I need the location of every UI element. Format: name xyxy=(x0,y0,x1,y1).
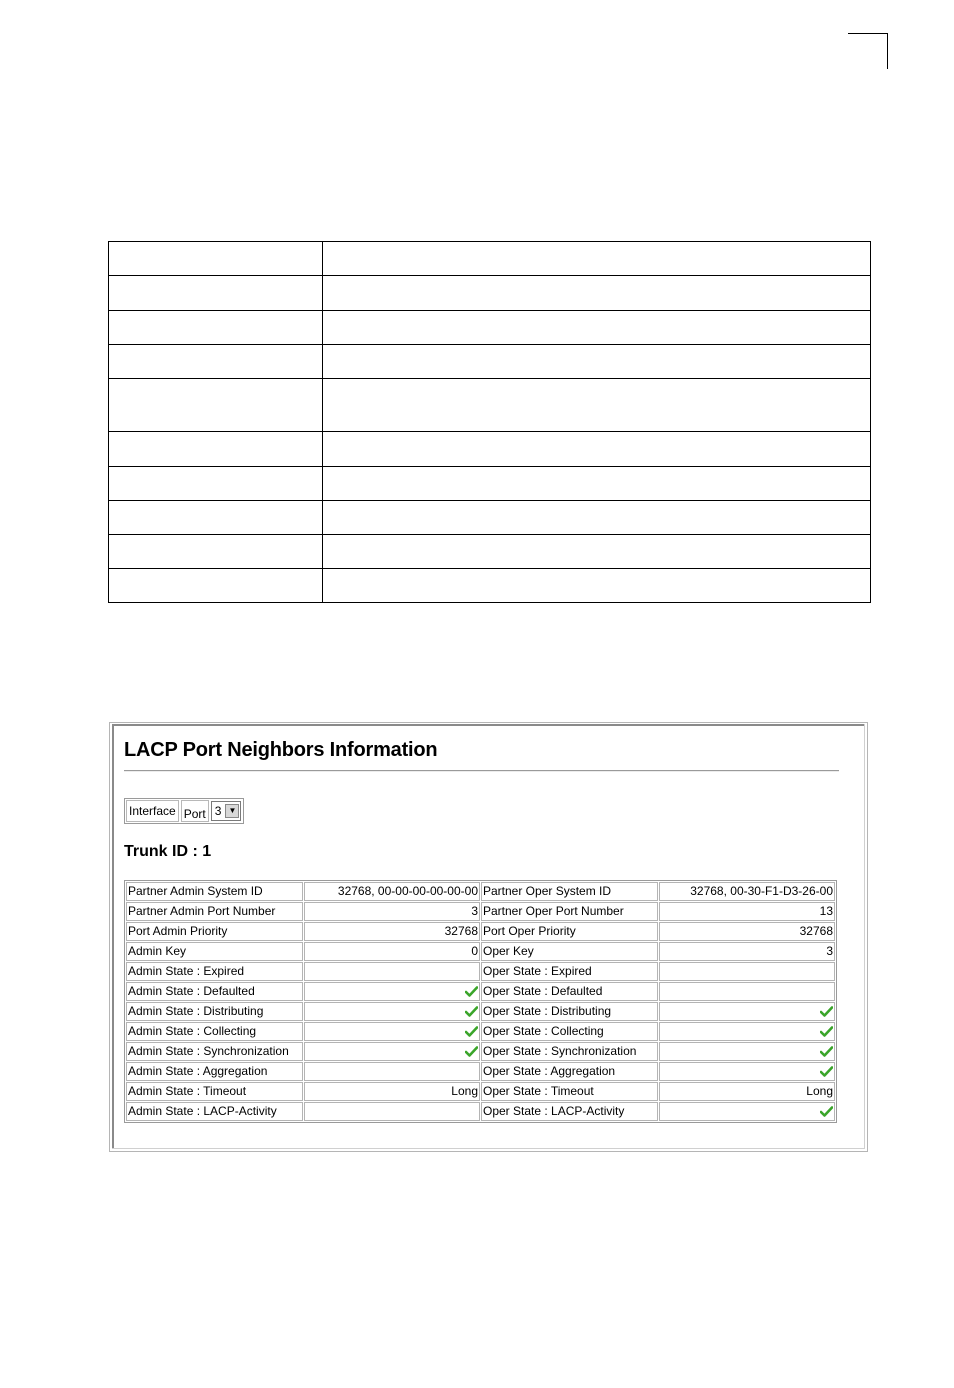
page-corner-mark xyxy=(848,33,888,69)
panel-border xyxy=(112,724,865,726)
oper-value-text: 13 xyxy=(819,904,833,918)
table-row xyxy=(126,962,835,981)
admin-value-cell xyxy=(304,1102,480,1121)
port-select[interactable] xyxy=(211,801,242,821)
check-icon xyxy=(820,1066,833,1077)
oper-label-cell xyxy=(481,922,658,941)
oper-label-text: Partner Oper System ID xyxy=(483,884,612,898)
oper-label-text: Oper State : Defaulted xyxy=(483,984,603,998)
check-icon xyxy=(820,1026,833,1037)
table-row xyxy=(126,1042,835,1061)
port-select-value: 3 xyxy=(214,804,222,818)
table-row xyxy=(126,1002,835,1021)
admin-label-cell xyxy=(126,1022,303,1041)
interface-selector xyxy=(124,798,244,824)
admin-value-cell xyxy=(304,982,480,1001)
parameter-table xyxy=(108,241,871,603)
table-row xyxy=(126,942,835,961)
oper-label-text: Partner Oper Port Number xyxy=(483,904,624,918)
oper-label-text: Oper State : Synchronization xyxy=(483,1044,637,1058)
parameter-row xyxy=(109,535,871,569)
oper-value-text: Long xyxy=(806,1084,833,1098)
table-row xyxy=(126,922,835,941)
check-icon xyxy=(465,1046,478,1057)
admin-value-cell xyxy=(304,902,480,921)
admin-value-text: Long xyxy=(451,1084,478,1098)
oper-label-text: Oper State : Collecting xyxy=(483,1024,604,1038)
lacp-screenshot-panel xyxy=(109,722,868,1152)
check-icon xyxy=(465,1006,478,1017)
oper-label-cell xyxy=(481,1002,658,1021)
table-row xyxy=(126,902,835,921)
admin-value-cell xyxy=(304,1022,480,1041)
admin-label-cell xyxy=(126,922,303,941)
oper-label-cell xyxy=(481,1062,658,1081)
admin-value-text: 32768, 00-00-00-00-00-00 xyxy=(337,884,478,898)
panel-border xyxy=(864,724,865,1149)
admin-value-cell xyxy=(304,1082,480,1101)
oper-label-text: Oper State : Aggregation xyxy=(483,1064,616,1078)
admin-value-cell xyxy=(304,882,480,901)
oper-value-cell xyxy=(659,942,835,961)
table-row xyxy=(126,882,835,901)
admin-label-cell xyxy=(126,982,303,1001)
oper-value-cell xyxy=(659,1022,835,1041)
admin-label-text: Admin State : Synchronization xyxy=(128,1044,289,1058)
check-icon xyxy=(820,1046,833,1057)
parameter-row xyxy=(109,432,871,467)
admin-value-text: 0 xyxy=(471,944,478,958)
parameter-row xyxy=(109,345,871,379)
oper-value-cell xyxy=(659,1102,835,1121)
admin-value-cell xyxy=(304,942,480,961)
oper-label-cell xyxy=(481,882,658,901)
oper-value-cell xyxy=(659,1002,835,1021)
table-row xyxy=(126,1022,835,1041)
admin-label-text: Admin State : Defaulted xyxy=(128,984,255,998)
panel-border xyxy=(112,1148,865,1149)
admin-label-text: Admin State : Distributing xyxy=(128,1004,264,1018)
lacp-neighbors-table xyxy=(124,880,837,1123)
oper-label-cell xyxy=(481,962,658,981)
admin-label-text: Partner Admin System ID xyxy=(128,884,263,898)
admin-label-text: Admin State : Collecting xyxy=(128,1024,257,1038)
oper-label-cell xyxy=(481,1042,658,1061)
oper-value-cell xyxy=(659,1042,835,1061)
oper-value-text: 3 xyxy=(826,944,833,958)
parameter-row xyxy=(109,276,871,311)
parameter-row xyxy=(109,501,871,535)
admin-label-cell xyxy=(126,962,303,981)
admin-label-cell xyxy=(126,1082,303,1101)
oper-label-cell xyxy=(481,1082,658,1101)
oper-label-text: Oper Key xyxy=(483,944,534,958)
admin-value-cell xyxy=(304,1002,480,1021)
admin-value-cell xyxy=(304,962,480,981)
check-icon xyxy=(465,986,478,997)
parameter-row xyxy=(109,467,871,501)
oper-value-cell xyxy=(659,962,835,981)
admin-label-text: Admin State : Aggregation xyxy=(128,1064,268,1078)
admin-label-cell xyxy=(126,1062,303,1081)
oper-label-text: Oper State : LACP-Activity xyxy=(483,1104,625,1118)
oper-label-text: Port Oper Priority xyxy=(483,924,576,938)
table-row xyxy=(126,1102,835,1121)
title-divider xyxy=(124,770,839,772)
oper-value-cell xyxy=(659,902,835,921)
admin-label-cell xyxy=(126,1102,303,1121)
table-row xyxy=(126,1082,835,1101)
admin-label-text: Admin State : Timeout xyxy=(128,1084,247,1098)
parameter-row xyxy=(109,569,871,603)
admin-label-cell xyxy=(126,902,303,921)
admin-value-text: 32768 xyxy=(444,924,478,938)
table-row xyxy=(126,982,835,1001)
admin-value-cell xyxy=(304,1042,480,1061)
trunk-id: Trunk ID : 1 xyxy=(124,843,212,860)
parameter-row xyxy=(109,379,871,432)
check-icon xyxy=(820,1106,833,1117)
admin-label-text: Partner Admin Port Number xyxy=(128,904,276,918)
admin-label-cell xyxy=(126,942,303,961)
oper-label-cell xyxy=(481,1102,658,1121)
check-icon xyxy=(820,1006,833,1017)
oper-value-cell xyxy=(659,1082,835,1101)
oper-value-cell xyxy=(659,1062,835,1081)
admin-label-text: Admin State : LACP-Activity xyxy=(128,1104,277,1118)
chevron-down-icon[interactable]: ▼ xyxy=(225,804,239,818)
oper-label-cell xyxy=(481,942,658,961)
admin-label-cell xyxy=(126,882,303,901)
table-row xyxy=(126,1062,835,1081)
admin-label-text: Admin Key xyxy=(128,944,187,958)
admin-value-cell xyxy=(304,1062,480,1081)
parameter-row xyxy=(109,311,871,345)
parameter-row xyxy=(109,242,871,276)
oper-value-cell xyxy=(659,882,835,901)
admin-label-text: Admin State : Expired xyxy=(128,964,245,978)
panel-border xyxy=(112,724,114,1149)
oper-value-cell xyxy=(659,922,835,941)
page-title: LACP Port Neighbors Information xyxy=(124,739,438,761)
admin-label-cell xyxy=(126,1002,303,1021)
oper-label-text: Oper State : Expired xyxy=(483,964,592,978)
oper-label-cell xyxy=(481,1022,658,1041)
oper-label-text: Oper State : Distributing xyxy=(483,1004,612,1018)
oper-label-text: Oper State : Timeout xyxy=(483,1084,594,1098)
admin-label-text: Port Admin Priority xyxy=(128,924,228,938)
oper-value-text: 32768 xyxy=(799,924,833,938)
interface-label: Interface xyxy=(126,800,179,822)
oper-value-text: 32768, 00-30-F1-D3-26-00 xyxy=(690,884,833,898)
admin-label-cell xyxy=(126,1042,303,1061)
port-label: Port xyxy=(181,800,209,822)
check-icon xyxy=(465,1026,478,1037)
oper-label-cell xyxy=(481,902,658,921)
oper-value-cell xyxy=(659,982,835,1001)
oper-label-cell xyxy=(481,982,658,1001)
admin-value-text: 3 xyxy=(471,904,478,918)
admin-value-cell xyxy=(304,922,480,941)
